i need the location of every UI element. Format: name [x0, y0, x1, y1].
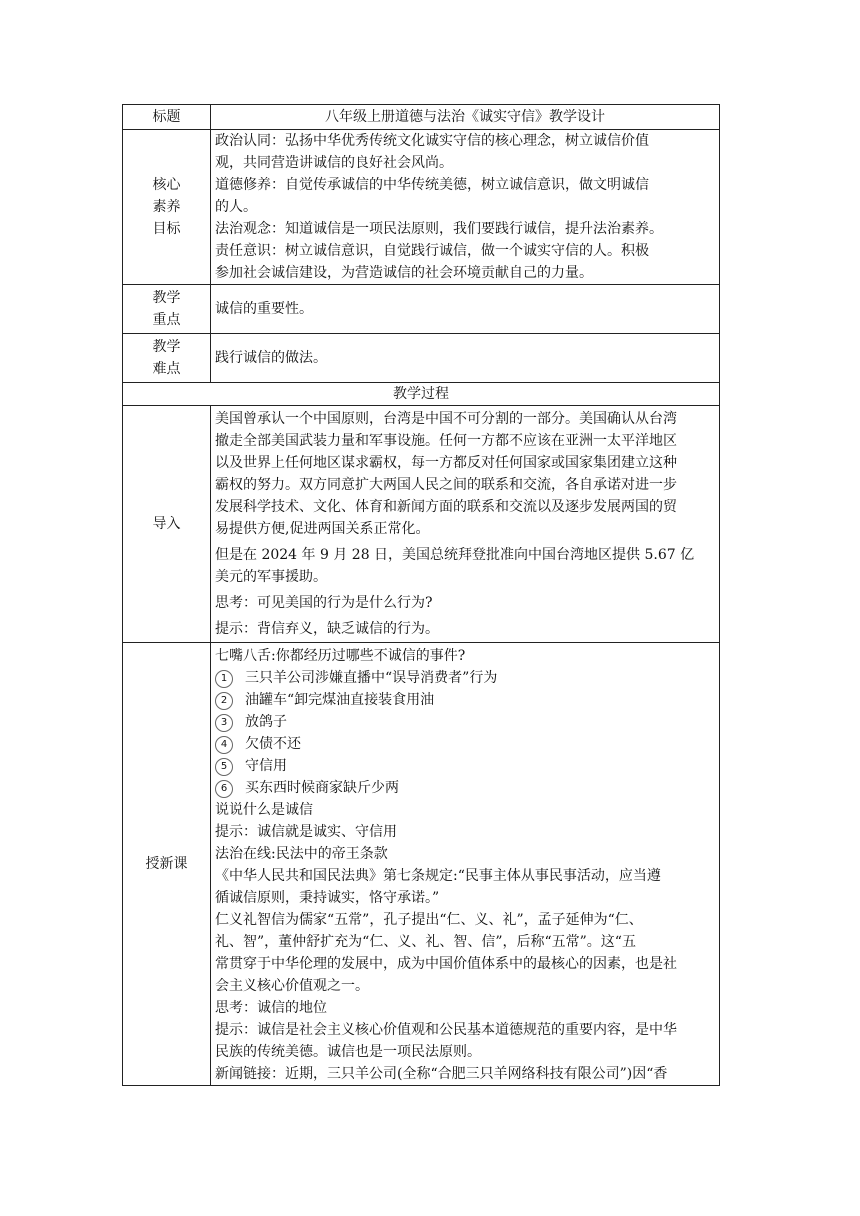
document-title: 八年级上册道德与法治《诚实守信》教学设计 — [211, 105, 720, 130]
difficult-point-text: 践行诚信的做法。 — [211, 334, 720, 383]
core-literacy-label: 核心 素养 目标 — [123, 130, 211, 285]
new-lesson-label: 授新课 — [123, 643, 211, 1086]
key-point-row — [123, 285, 720, 334]
title-label: 标题 — [123, 105, 211, 130]
key-point-text: 诚信的重要性。 — [211, 285, 720, 334]
process-header-row — [123, 383, 720, 406]
difficult-point-label: 教学 难点 — [123, 334, 211, 383]
core-literacy-content: 政治认同：弘扬中华优秀传统文化诚实守信的核心理念，树立诚信价值 观，共同营造讲诚信的良好社会风尚。 道德修养：自觉传承诚信的中华传统美德，树立诚信意识，做文明诚信 的人。 法治观念：知道诚信是一项民法原则，我们要践行诚信，提升法治素养。 责任意识：树立诚信意识，自觉践行诚信，做一个诚实守信的人。积极 参加社会诚信建设，为营造诚信的社会环境贡献自己的力量。 — [211, 130, 720, 285]
lesson-plan-table — [122, 104, 720, 1086]
intro-row — [123, 406, 720, 643]
list-item: 4 欠债不还 — [215, 733, 715, 755]
difficult-point-row — [123, 334, 720, 383]
process-header: 教学过程 — [123, 383, 720, 406]
list-item: 2 油罐车“卸完煤油直接装食用油 — [215, 689, 715, 711]
core-literacy-row — [123, 130, 720, 285]
title-row — [123, 105, 720, 130]
list-item: 3 放鸽子 — [215, 711, 715, 733]
intro-content: 美国曾承认一个中国原则，台湾是中国不可分割的一部分。美国确认从台湾 撤走全部美国武装力量和军事设施。任何一方都不应该在亚洲一太平洋地区 以及世界上任何地区谋求霸权，每一方都反对任何国家或国家集团建立这种 霸权的努力。双方同意扩大两国人民之间的联系和交流，各自承诺对进一步 发展科学技术、文化、体育和新闻方面的联系和交流以及逐步发展两国的贸 易提供方便,促进两国关系正常化。 但是在 2024 年 9 月 28 日，美国总统拜登批准向中国台湾地区提供 5.67 亿 美元的军事援助。 思考：可见美国的行为是什么行为? 提示：背信弃义，缺乏诚信的行为。 — [211, 406, 720, 643]
list-item: 5 守信用 — [215, 755, 715, 777]
list-item: 1 三只羊公司涉嫌直播中“误导消费者”行为 — [215, 667, 715, 689]
new-lesson-row — [123, 643, 720, 1086]
new-lesson-content: 七嘴八舌:你都经历过哪些不诚信的事件? 1 三只羊公司涉嫌直播中“误导消费者”行为 2 油罐车“卸完煤油直接装食用油 3 放鸽子 4 欠债不还 5 守信用 6 买东西时候商家缺斤少两 说说什么是诚信 提示：诚信就是诚实、守信用 法治在线:民法中的帝王条款 《中华人民共和国民法典》第七条规定:“民事主体从事民事活动，应当遵 循诚信原则，秉持诚实，恪守承诺。” 仁义礼智信为儒家“五常”，孔子提出“仁、义、礼”，孟子延伸为“仁、 礼、智”，董仲舒扩充为“仁、义、礼、智、信”，后称“五常”。这“五 常贯穿于中华伦理的发展中，成为中国价值体系中的最核心的因素，也是社 会主义核心价值观之一。 思考：诚信的地位 提示：诚信是社会主义核心价值观和公民基本道德规范的重要内容，是中华 民族的传统美德。诚信也是一项民法原则。 新闻链接：近期，三只羊公司(全称“合肥三只羊网络科技有限公司”)因“香 — [211, 643, 720, 1086]
key-point-label: 教学 重点 — [123, 285, 211, 334]
intro-label: 导入 — [123, 406, 211, 643]
list-item: 6 买东西时候商家缺斤少两 — [215, 777, 715, 799]
